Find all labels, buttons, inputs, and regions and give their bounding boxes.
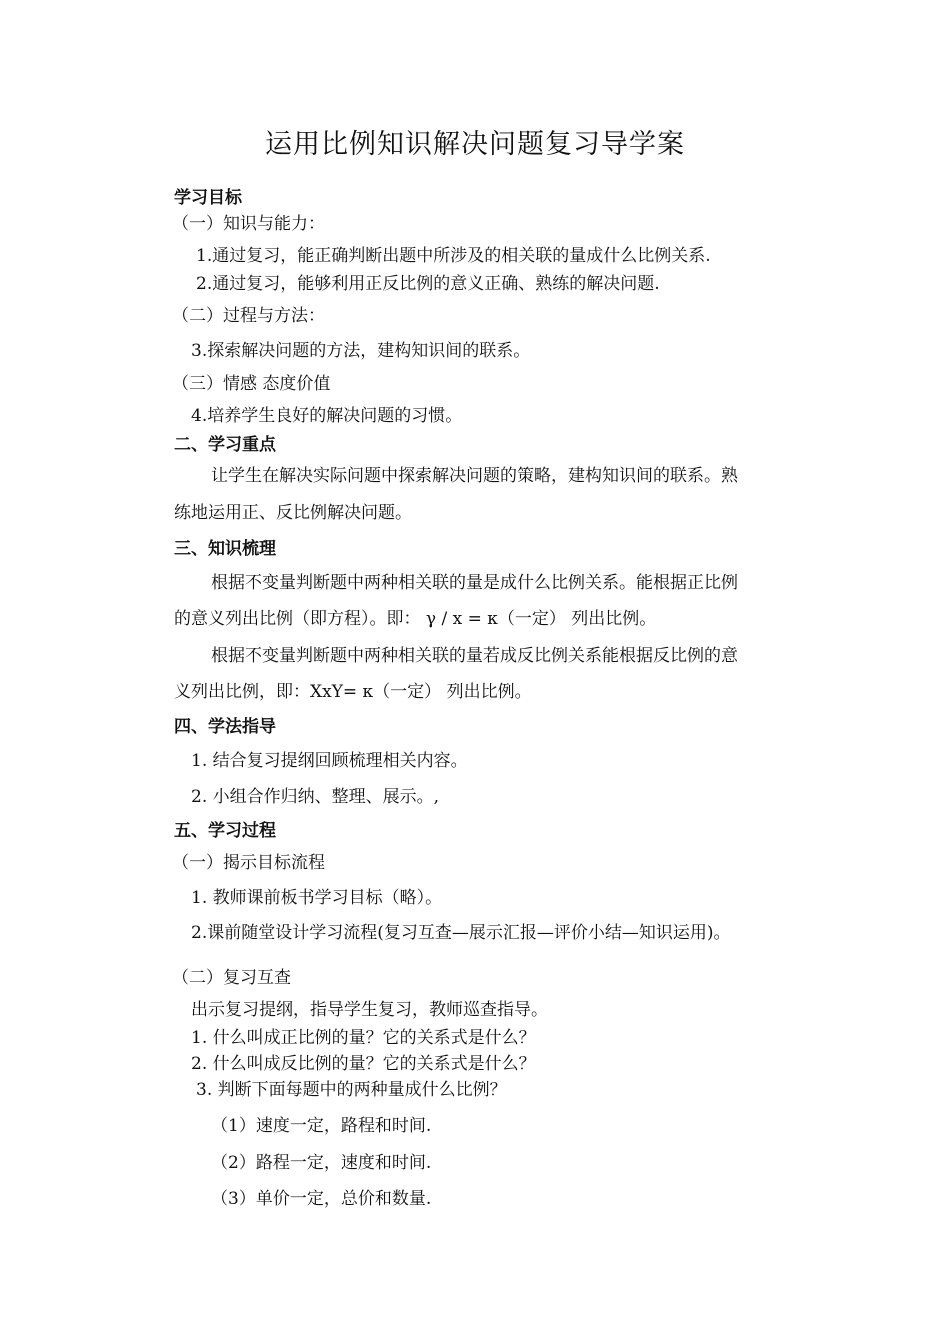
process-item-1: 1. 教师课前板书学习目标（略）。 [191, 888, 443, 908]
review-line-3: 根据不变量判断题中两种相关联的量若成反比例关系能根据反比例的意 [211, 646, 738, 666]
section-heading-study-method: 四、学法指导 [174, 717, 276, 737]
review-instruction: 出示复习提纲，指导学生复习，教师巡查指导。 [191, 1000, 548, 1020]
objective-item-2: 2.通过复习，能够利用正反比例的意义正确、熟练的解决问题. [196, 274, 660, 294]
method-item-1: 1. 结合复习提纲回顾梳理相关内容。 [191, 751, 468, 771]
question-3-part-1: （1）速度一定，路程和时间. [211, 1116, 432, 1136]
subheading-process-method: （二）过程与方法： [172, 306, 325, 326]
review-line-2: 的意义列出比例（即方程）。即： γ / x = κ（一定） 列出比例。 [174, 609, 657, 629]
section-heading-key-points: 二、学习重点 [174, 435, 276, 455]
question-1: 1. 什么叫成正比例的量？它的关系式是什么？ [191, 1028, 536, 1048]
objective-item-1: 1.通过复习，能正确判断出题中所涉及的相关联的量成什么比例关系. [196, 246, 711, 266]
key-points-line-2: 练地运用正、反比例解决问题。 [174, 503, 412, 523]
objective-item-4: 4.培养学生良好的解决问题的习惯。 [191, 406, 463, 426]
subheading-knowledge-ability: （一）知识与能力： [172, 214, 325, 234]
subheading-review-check: （二）复习互查 [172, 968, 291, 988]
method-item-2: 2. 小组合作归纳、整理、展示。, [191, 787, 440, 807]
subheading-emotion-attitude: （三）情感 态度价值 [172, 374, 331, 394]
key-points-line-1: 让学生在解决实际问题中探索解决问题的策略，建构知识间的联系。熟 [211, 466, 738, 486]
review-line-1: 根据不变量判断题中两种相关联的量是成什么比例关系。能根据正比例 [211, 573, 738, 593]
process-item-2: 2.课前随堂设计学习流程(复习互查—展示汇报—评价小结—知识运用)。 [191, 923, 731, 943]
review-line-4: 义列出比例，即：XxY= κ（一定） 列出比例。 [174, 682, 532, 702]
question-3: 3. 判断下面每题中的两种量成什么比例？ [196, 1080, 507, 1100]
subheading-goal-flow: （一）揭示目标流程 [172, 853, 325, 873]
objective-item-3: 3.探索解决问题的方法，建构知识间的联系。 [191, 341, 531, 361]
question-2: 2. 什么叫成反比例的量？它的关系式是什么？ [191, 1054, 536, 1074]
document-title: 运用比例知识解决问题复习导学案 [265, 129, 685, 160]
section-heading-objectives: 学习目标 [174, 188, 242, 208]
question-3-part-2: （2）路程一定，速度和时间. [211, 1153, 432, 1173]
question-3-part-3: （3）单价一定，总价和数量. [211, 1189, 432, 1209]
section-heading-knowledge-review: 三、知识梳理 [174, 539, 276, 559]
section-heading-learning-process: 五、学习过程 [174, 821, 276, 841]
